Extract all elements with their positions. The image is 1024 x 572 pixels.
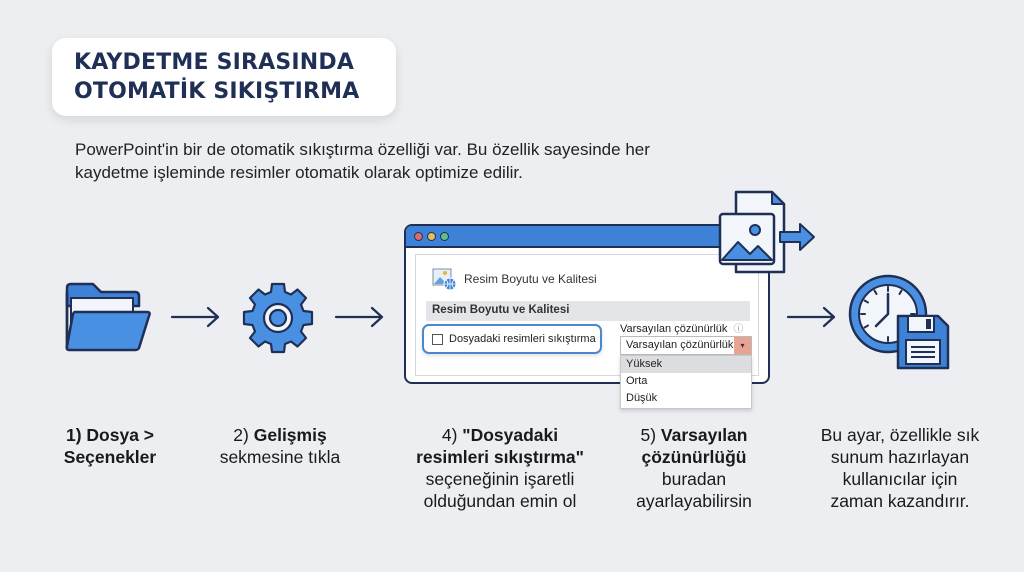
- picture-globe-icon: [432, 267, 458, 291]
- maximize-dot[interactable]: [440, 232, 449, 241]
- minimize-dot[interactable]: [427, 232, 436, 241]
- info-icon[interactable]: ⓘ: [733, 324, 744, 335]
- title-line-2: OTOMATİK SIKIŞTIRMA: [74, 79, 360, 104]
- select-value: Varsayılan çözünürlük: [626, 339, 734, 351]
- compress-images-label: Dosyadaki resimleri sıkıştırma: [449, 333, 596, 345]
- resolution-dropdown-list: [620, 355, 752, 409]
- dialog-header: [432, 267, 597, 291]
- intro-text: [75, 138, 715, 184]
- close-dot[interactable]: [414, 232, 423, 241]
- default-resolution-label: Varsayılan çözünürlük ⓘ: [620, 323, 744, 335]
- section-header-bar: Resim Boyutu ve Kalitesi: [426, 301, 750, 321]
- option-low[interactable]: Düşük: [626, 392, 658, 404]
- dialog-header-title: Resim Boyutu ve Kalitesi: [464, 272, 597, 286]
- step-2-caption: 2) Gelişmiş sekmesine tıkla: [219, 425, 341, 467]
- title-line-1: KAYDETME SIRASINDA: [74, 50, 355, 75]
- gear-icon: [240, 280, 316, 356]
- compress-images-checkbox-row[interactable]: [422, 324, 602, 354]
- folder-icon: [63, 282, 153, 354]
- option-medium[interactable]: Orta: [626, 375, 648, 387]
- option-high[interactable]: Yüksek: [621, 356, 751, 373]
- arrow-right-icon: [170, 306, 222, 328]
- step-1-caption: 1) Dosya > Seçenekler: [63, 425, 157, 467]
- chevron-down-icon[interactable]: ▾: [734, 337, 751, 354]
- title-card: [52, 38, 396, 116]
- default-resolution-select[interactable]: [620, 336, 752, 355]
- arrow-right-icon: [786, 306, 838, 328]
- final-note-caption: Bu ayar, özellikle sık sunum hazırlayan kullanıcılar için zaman kazandırır.: [820, 425, 980, 511]
- clock-save-icon: [846, 272, 952, 372]
- step-5-caption: 5) Varsayılan çözünürlüğü buradan ayarlayabilirsin: [636, 425, 752, 511]
- arrow-right-icon: [334, 306, 386, 328]
- image-file-export-icon: [706, 186, 816, 286]
- step-4-caption: 4) "Dosyadaki resimleri sıkıştırma" seçeneğinin işaretli olduğundan emin ol: [416, 425, 584, 511]
- intro-line-1: PowerPoint'in bir de otomatik sıkıştırma özelliği var. Bu özellik sayesinde her: [75, 140, 650, 159]
- intro-line-2: kaydetme işleminde resimler otomatik olarak optimize edilir.: [75, 163, 523, 182]
- compress-images-checkbox[interactable]: [432, 334, 443, 345]
